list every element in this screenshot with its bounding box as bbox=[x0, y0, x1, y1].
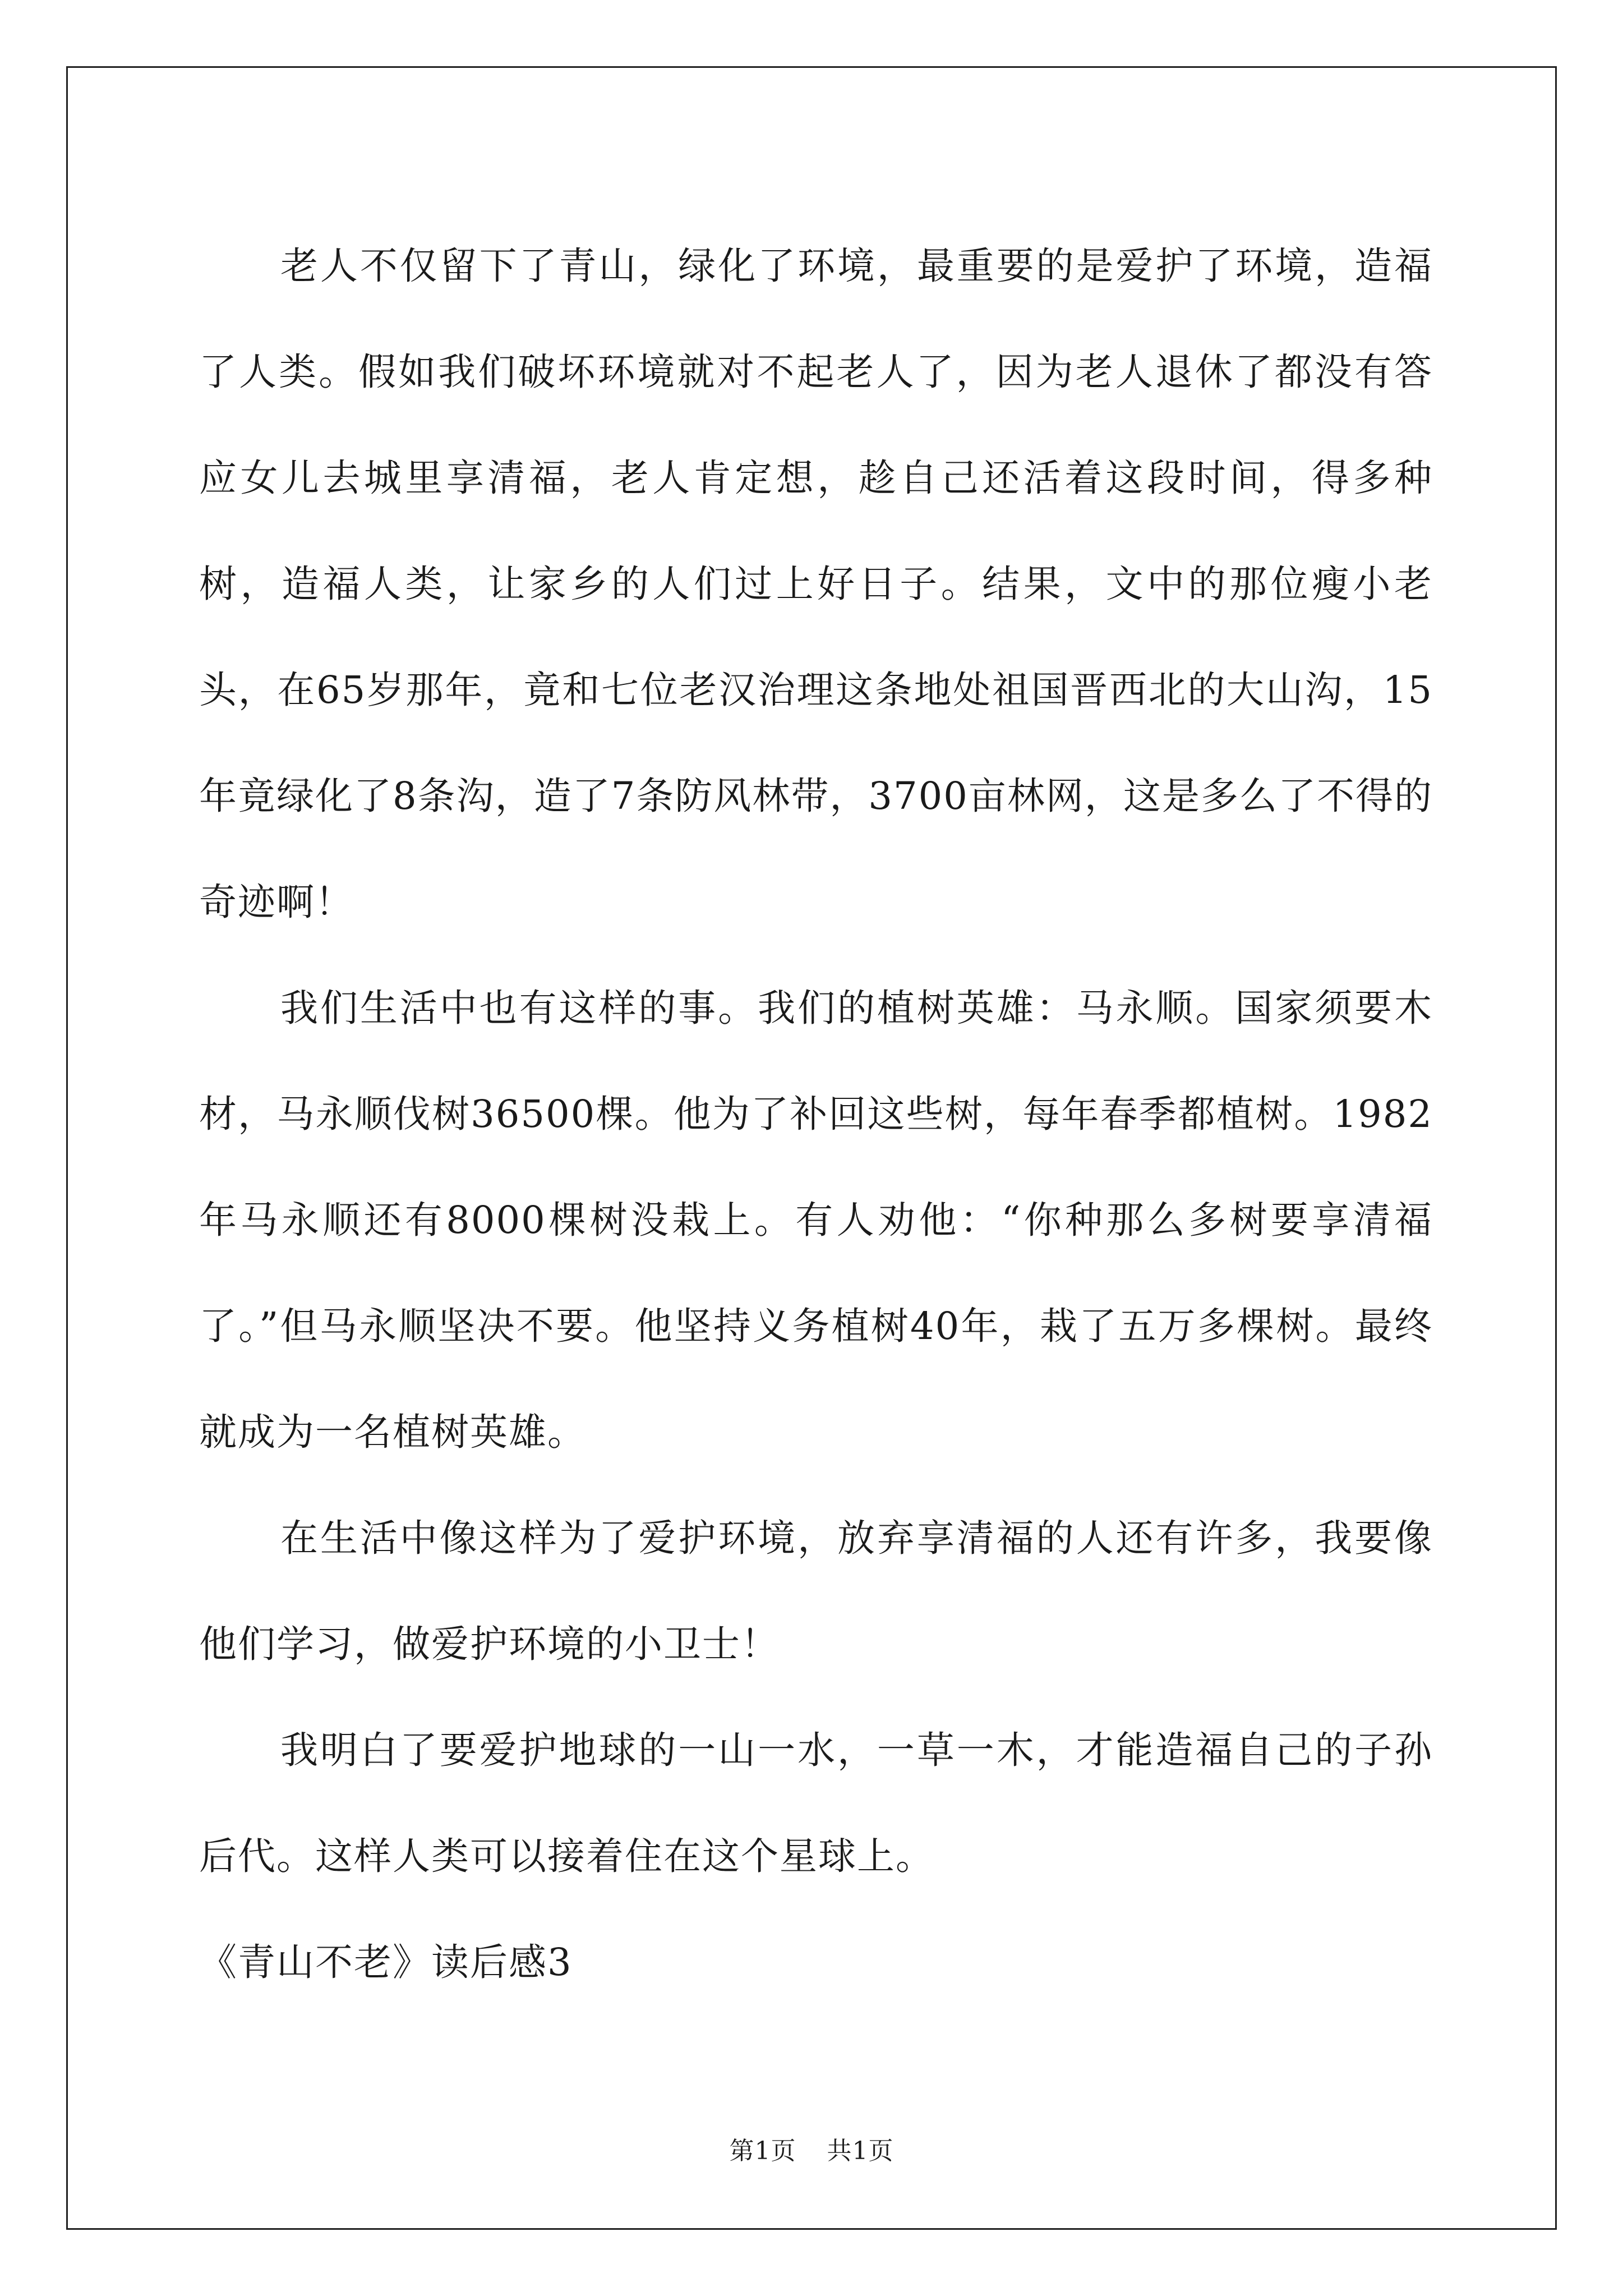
paragraph-2: 我们生活中也有这样的事。我们的植树英雄：马永顺。国家须要木材，马永顺伐树36500棵。他为了补回这些树，每年春季都植树。1982年马永顺还有8000棵树没栽上。有人劝他：“你种那么多树要享清福了。”但马永顺坚决不要。他坚持义务植树40年，栽了五万多棵树。最终就成为一名植树英雄。 bbox=[199, 986, 1433, 1454]
page-number-current: 第1页 bbox=[729, 2137, 796, 2165]
paragraph-1: 老人不仅留下了青山，绿化了环境，最重要的是爱护了环境，造福了人类。假如我们破坏环境就对不起老人了，因为老人退休了都没有答应女儿去城里享清福，老人肯定想，趁自己还活着这段时间，得多种树，造福人类，让家乡的人们过上好日子。结果，文中的那位瘦小老头，在65岁那年，竟和七位老汉治理这条地处祖国晋西北的大山沟，15年竟绿化了8条沟，造了7条防风林带，3700亩林网，这是多么了不得的奇迹啊！ bbox=[199, 244, 1433, 924]
paragraph-3: 在生活中像这样为了爱护环境，放弃享清福的人还有许多，我要像他们学习，做爱护环境的小卫士！ bbox=[199, 1516, 1433, 1666]
paragraph-4: 我明白了要爱护地球的一山一水，一草一木，才能造福自己的子孙后代。这样人类可以接着住在这个星球上。 bbox=[199, 1728, 1433, 1878]
section-heading: 《青山不老》读后感3 bbox=[199, 1940, 573, 1984]
document-body bbox=[199, 213, 1433, 2016]
page-number-total: 共1页 bbox=[827, 2137, 894, 2165]
page-footer bbox=[0, 2131, 1623, 2166]
